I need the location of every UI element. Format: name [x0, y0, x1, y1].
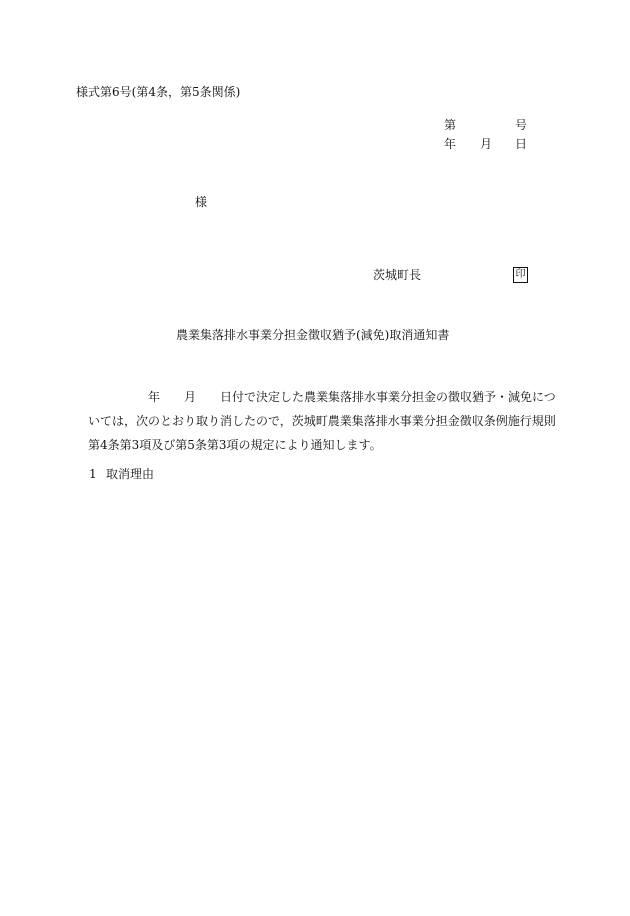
document-number-go: 号 [515, 118, 528, 132]
document-date-month: 月 [480, 137, 493, 151]
form-label: 様式第6号(第4条，第5条関係) [76, 85, 241, 99]
document-number-dai: 第 [444, 118, 457, 132]
document-title: 農業集落排水事業分担金徴収猶予(減免)取消通知書 [176, 328, 450, 342]
body-date-year: 年 [148, 390, 161, 404]
body-line-2: いては，次のとおり取り消したので，茨城町農業集落排水事業分担金徴収条例施行規則 [88, 414, 556, 428]
item-number: 1 [89, 467, 97, 481]
document-date-day: 日 [515, 137, 528, 151]
document-date-year: 年 [444, 137, 457, 151]
addressee-suffix: 様 [195, 195, 208, 209]
seal-mark: 印 [513, 267, 528, 283]
item-label: 取消理由 [106, 467, 155, 481]
body-line-1: 日付で決定した農業集落排水事業分担金の徴収猶予・減免につ [220, 390, 556, 404]
body-date-month: 月 [184, 390, 197, 404]
body-line-3: 第4条第3項及び第5条第3項の規定により通知します。 [88, 438, 382, 452]
issuer-title: 茨城町長 [373, 268, 422, 282]
